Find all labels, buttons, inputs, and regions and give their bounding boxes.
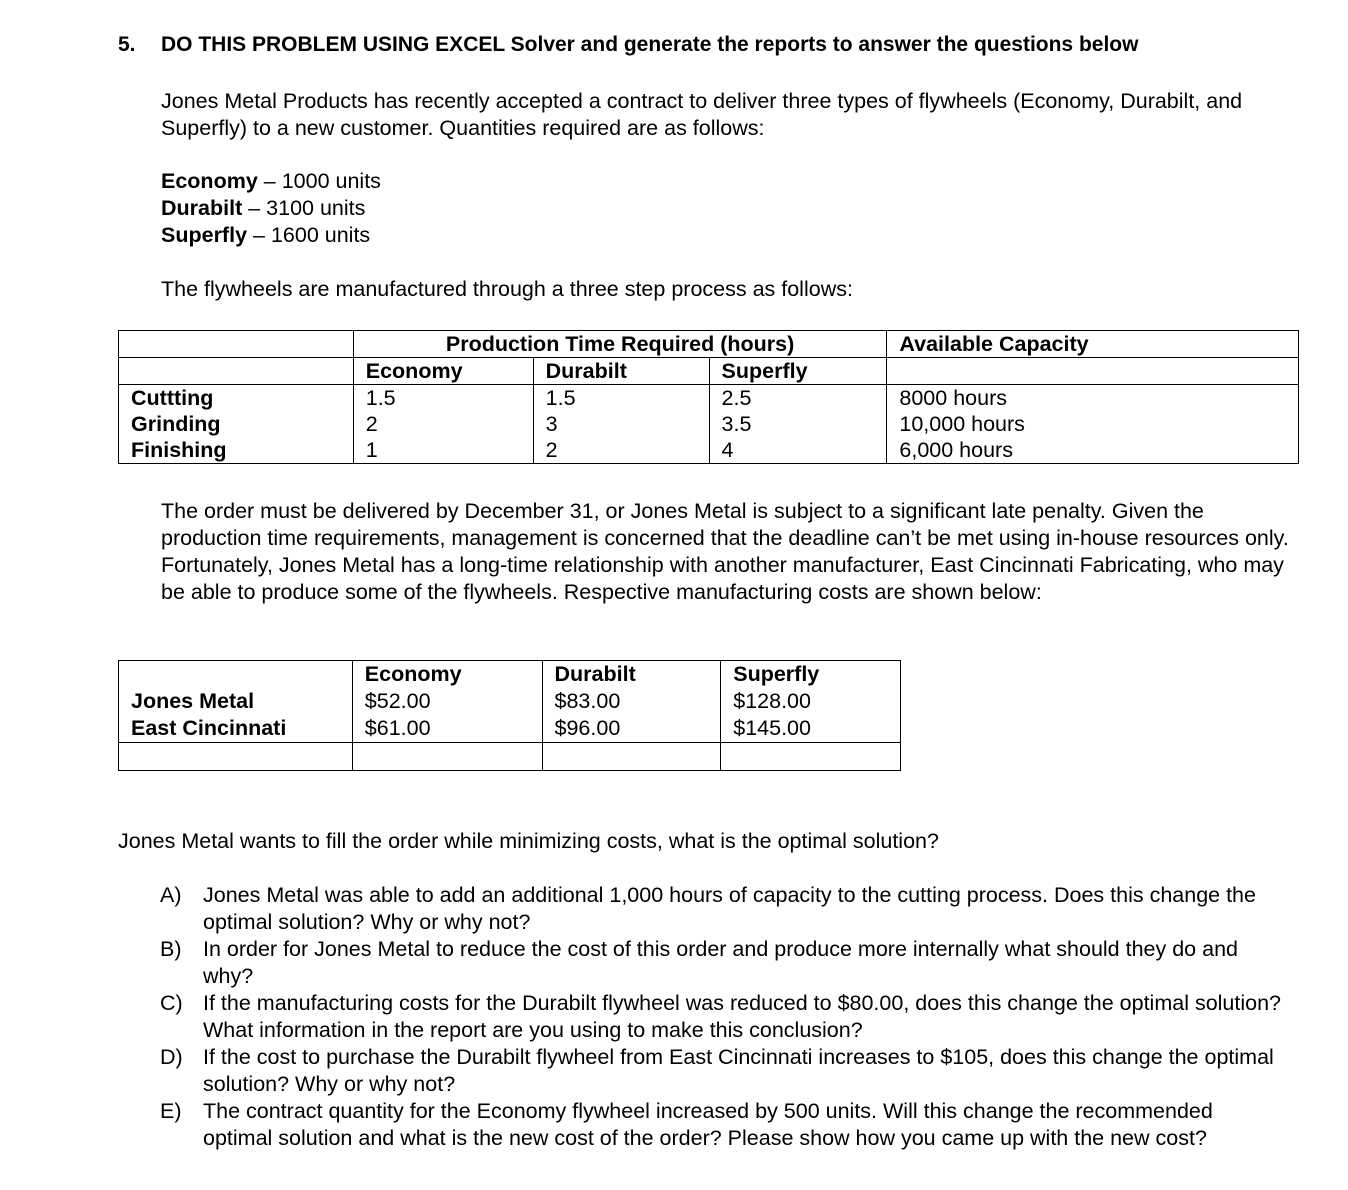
row-label: Cuttting xyxy=(119,385,354,412)
empty-cell xyxy=(352,743,542,771)
table-row xyxy=(119,385,1299,412)
empty-cell xyxy=(721,743,901,771)
question-d xyxy=(160,1044,1293,1098)
capacity-cell: 8000 hours xyxy=(887,385,1299,412)
empty-cell xyxy=(542,743,721,771)
deadline-paragraph: The order must be delivered by December 31, or Jones Metal is subject to a significant late penalty. Given the production time requirements, management is concerned that the deadline can’t be met using in-house resources only. Fortunately, Jones Metal has a long-time relationship with another manufacturer, East Cincinnati Fabricating, who may be able to produce some of the flywheels. Respective manufacturing costs are shown below: xyxy=(161,499,1289,604)
column-header: Economy xyxy=(353,358,533,385)
question-b xyxy=(160,936,1293,990)
table-row xyxy=(119,411,1299,437)
table-cell: 3 xyxy=(533,411,709,437)
table-row xyxy=(119,688,901,715)
table-cell: 1.5 xyxy=(533,385,709,412)
empty-cell xyxy=(119,331,354,358)
table-row xyxy=(119,358,1299,385)
column-header: Superfly xyxy=(709,358,887,385)
quantity-durabilt: Durabilt – 3100 units xyxy=(161,196,366,220)
question-letter: A) xyxy=(160,883,182,907)
production-time-header: Production Time Required (hours) xyxy=(353,331,887,358)
table-cell: 1.5 xyxy=(353,385,533,412)
question-text: Jones Metal was able to add an additional 1,000 hours of capacity to the cutting process. Does this change the optimal solution? Why or why not? xyxy=(203,883,1256,934)
question-c xyxy=(160,990,1293,1044)
table-cell: 2 xyxy=(353,411,533,437)
empty-cell xyxy=(119,743,353,771)
table-row xyxy=(119,743,901,771)
empty-cell xyxy=(887,358,1299,385)
table-cell: $61.00 xyxy=(352,715,542,743)
empty-cell xyxy=(119,358,354,385)
row-label: Jones Metal xyxy=(119,688,353,715)
table-cell: 3.5 xyxy=(709,411,887,437)
column-header: Superfly xyxy=(721,661,901,689)
table-cell: $145.00 xyxy=(721,715,901,743)
column-header: Durabilt xyxy=(542,661,721,689)
quantities-list xyxy=(161,168,381,249)
quantity-superfly: Superfly – 1600 units xyxy=(161,223,371,247)
question-text: The contract quantity for the Economy flywheel increased by 500 units. Will this change the recommended optimal solution and what is the new cost of the order? Please show how you came up with the new cost? xyxy=(203,1099,1213,1150)
question-text: If the cost to purchase the Durabilt flywheel from East Cincinnati increases to $105, does this change the optimal solution? Why or why not? xyxy=(203,1045,1274,1096)
table-cell: $52.00 xyxy=(352,688,542,715)
column-header: Durabilt xyxy=(533,358,709,385)
question-letter: B) xyxy=(160,937,182,961)
question-text: In order for Jones Metal to reduce the cost of this order and produce more internally what should they do and why? xyxy=(203,937,1238,988)
process-intro: The flywheels are manufactured through a three step process as follows: xyxy=(161,277,853,301)
problem-heading xyxy=(118,33,1138,57)
table-cell: 1 xyxy=(353,437,533,464)
cost-table xyxy=(118,660,901,771)
table-cell: 2.5 xyxy=(709,385,887,412)
row-label: East Cincinnati xyxy=(119,715,353,743)
empty-cell xyxy=(119,661,353,689)
row-label: Finishing xyxy=(119,437,354,464)
problem-title: DO THIS PROBLEM USING EXCEL Solver and generate the reports to answer the questions below xyxy=(161,33,1139,56)
table-cell: 2 xyxy=(533,437,709,464)
table-row xyxy=(119,661,901,689)
question-e xyxy=(160,1098,1293,1152)
table-cell: $96.00 xyxy=(542,715,721,743)
available-capacity-header: Available Capacity xyxy=(887,331,1299,358)
table-cell: $128.00 xyxy=(721,688,901,715)
table-row xyxy=(119,715,901,743)
question-text: If the manufacturing costs for the Durabilt flywheel was reduced to $80.00, does this change the optimal solution? What information in the report are you using to make this conclusion? xyxy=(203,991,1282,1042)
table-cell: 4 xyxy=(709,437,887,464)
capacity-cell: 10,000 hours xyxy=(887,411,1299,437)
table-row xyxy=(119,331,1299,358)
question-letter: D) xyxy=(160,1045,183,1069)
intro-paragraph: Jones Metal Products has recently accepted a contract to deliver three types of flywheels (Economy, Durabilt, and Superfly) to a new customer. Quantities required are as follows: xyxy=(161,89,1243,140)
production-time-table xyxy=(118,330,1299,464)
question-list xyxy=(160,882,1293,1152)
question-letter: C) xyxy=(160,991,183,1015)
column-header: Economy xyxy=(352,661,542,689)
problem-number: 5. xyxy=(118,33,136,56)
question-a xyxy=(160,882,1293,936)
table-cell: $83.00 xyxy=(542,688,721,715)
table-row xyxy=(119,437,1299,464)
quantity-economy: Economy – 1000 units xyxy=(161,169,381,193)
question-letter: E) xyxy=(160,1099,182,1123)
row-label: Grinding xyxy=(119,411,354,437)
capacity-cell: 6,000 hours xyxy=(887,437,1299,464)
main-question: Jones Metal wants to fill the order while minimizing costs, what is the optimal solution? xyxy=(118,829,939,853)
